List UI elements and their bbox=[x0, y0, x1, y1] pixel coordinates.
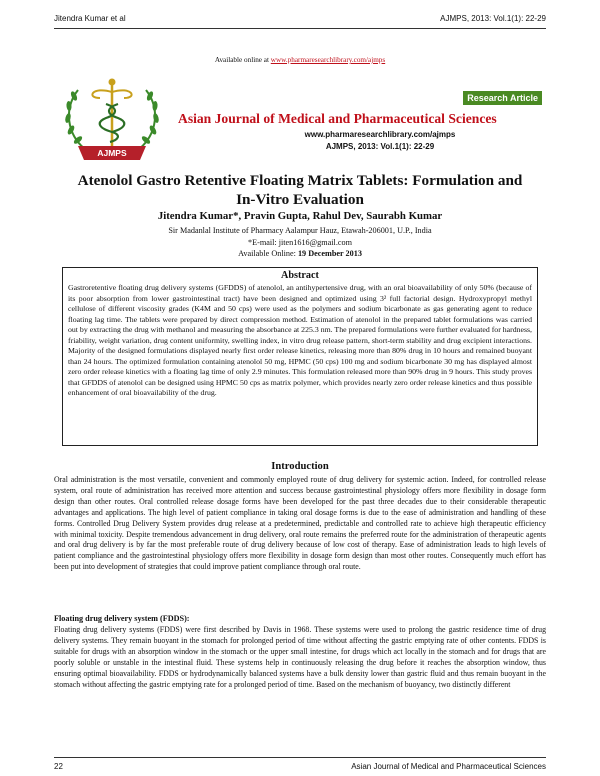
page-number: 22 bbox=[54, 762, 63, 771]
footer-journal: Asian Journal of Medical and Pharmaceutical Sciences bbox=[351, 762, 546, 771]
author-info bbox=[0, 225, 600, 260]
corresponding-email: *E-mail: jiten1616@gmail.com bbox=[248, 237, 352, 247]
journal-url: www.pharmaresearchlibrary.com/ajmps bbox=[304, 130, 456, 139]
fdds-paragraph: Floating drug delivery systems (FDDS) were first described by Davis in 1968. These systems were used to prolong the gastric residence time of drug delivery systems. They remain buoyant in the stomach for prolonged period of time without affecting the gastric emptying rate of other contents. FDDS is suitable for drugs with an absorption window in the stomach or the upper small intestine, for drugs which act locally in the stomach and for drugs that are poorly soluble or unstable in the intestinal fluid. These systems help in continuously releasing the drug before it reaches the absorption window, thus ensuring optimal bioavailability. FDDS or hydrodynamically balanced systems have a bulk density lower than gastric fluid and thus remain buoyant in the stomach without affecting the gastric emptying rate for a prolonged period of time. Based on the mechanism of buoyancy, two distinctly different bbox=[54, 625, 546, 689]
availability-prefix: Available online at bbox=[214, 56, 269, 64]
logo-text: AJMPS bbox=[97, 148, 127, 158]
article-type-badge: Research Article bbox=[463, 91, 542, 105]
article-title: Atenolol Gastro Retentive Floating Matrix Tablets: Formulation and In-Vitro Evaluation bbox=[77, 172, 523, 208]
abstract-text: Gastroretentive floating drug delivery systems (GFDDS) of atenolol, an antihypertensive drug, with an oral bioavailability of only 50% (because of its poor absorption from lower gastrointestinal tract) have been designed and optimized using 3² full factorial design. Hydroxypropyl methyl cellulose of different viscosity grades (K4M and 50 cps) were used as the polymers and sodium bicarbonate as gas generating agent to reduce floating lag time. The tablets were prepared by direct compression method. Estimation of atenolol in the prepared tablet formulations was carried out by extracting the drug with methanol and measuring the absorbance at 225.3 nm. The prepared formulations were further evaluated for hardness, friability, weight variation, drug content uniformity, swelling index, in vitro drug release pattern, short-term stability and drug excipient interactions. Majority of the designed formulations displayed nearly first order release kinetics, releasing more than 80% drug in 10 hours and remained buoyant than 24 hours. The optimized formulation containing atenolol 50 mg, HPMC (50 cps) 100 mg and sodium bicarbonate 30 mg has displayed almost zero order release kinetics with a floating lag time of only 2.9 minutes. This formulation released more than 90% drug in 9 hours. This study proves that GFDDS of atenolol can be designed using HPMC 50 cps as matrix polymer, which provides nearly zero order release kinetics and thus possible enhancement of oral bioavailability of the drug. bbox=[68, 283, 532, 398]
abstract-heading: Abstract bbox=[281, 270, 319, 281]
footer-rule bbox=[54, 757, 546, 758]
running-header-citation: AJMPS, 2013: Vol.1(1): 22-29 bbox=[440, 14, 546, 23]
article-authors: Jitendra Kumar*, Pravin Gupta, Rahul Dev, Saurabh Kumar bbox=[157, 210, 443, 222]
availability-link[interactable]: www.pharmaresearchlibrary.com/ajmps bbox=[270, 56, 386, 64]
journal-name: Asian Journal of Medical and Pharmaceutical Sciences bbox=[178, 111, 497, 126]
fdds-heading: Floating drug delivery system (FDDS): bbox=[54, 614, 190, 623]
introduction-paragraph: Oral administration is the most versatile, convenient and commonly employed route of drug delivery for systemic action. Indeed, for controlled release system, oral route of administration has received more attention and success because gastrointestinal physiology offers more flexibility in dosage form design than other routes. Oral controlled release dosage forms have been developed for the past three decades due to their considerable therapeutic advantages and applications. The high level of patient compliance in taking oral dosage forms is due to the ease of administration and handling of these forms. Controlled Drug Delivery System provides drug release at a predetermined, predictable and controlled rate to achieve high therapeutic efficiency with minimal toxicity. Despite tremendous advancement in drug delivery, oral route remains the preferred route for the administration of therapeutic agents and oral drug delivery is by far the most preferable route of drug delivery because of low cost of therapy. Ease of administration leads to high levels of patient compliance and the gastrointestinal physiology offers more flexibility in dosage form design than most other routes. Consequently much effort has been put into development of strategies that could improve patient compliance through oral route. bbox=[54, 475, 546, 572]
affiliation: Sir Madanlal Institute of Pharmacy Aalampur Hauz, Etawah-206001, U.P., India bbox=[168, 226, 432, 235]
header-rule bbox=[54, 28, 546, 29]
online-date: 19 December 2013 bbox=[297, 249, 362, 258]
journal-citation: AJMPS, 2013: Vol.1(1): 22-29 bbox=[325, 142, 435, 151]
introduction-heading: Introduction bbox=[271, 461, 329, 472]
online-date-line bbox=[0, 248, 600, 260]
abstract-box bbox=[62, 267, 538, 446]
journal-logo bbox=[56, 68, 168, 168]
running-header-author: Jitendra Kumar et al bbox=[54, 14, 126, 23]
online-label: Available Online: bbox=[238, 249, 296, 258]
availability-line bbox=[0, 56, 600, 64]
